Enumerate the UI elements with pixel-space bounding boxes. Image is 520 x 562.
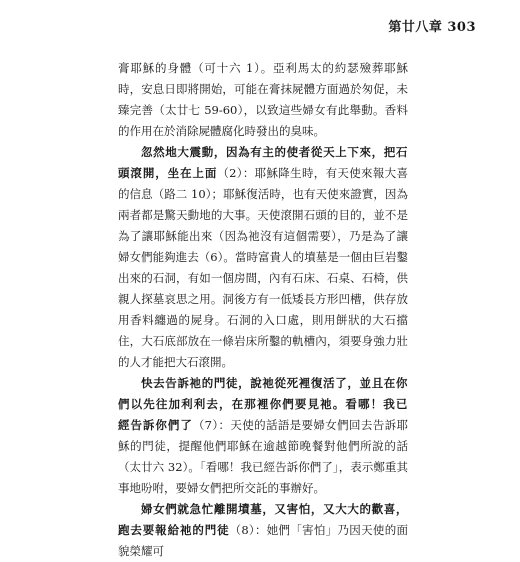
paragraph-3 [118,373,408,499]
paragraph-4 [118,499,408,562]
page-number: 303 [447,20,476,35]
commentary-text: （7）：天使的話語是要婦女們回去告訴耶穌的門徒，提醒他們耶穌在逾越節晚餐對他們所說的話（太廿六 32）。「看哪！我已經告訴你們了」，表示鄭重其事地吩咐，要婦女們把所交託的事辦好。 [118,418,408,495]
commentary-text: （2）：耶穌降生時，有天使來報大喜的信息（路二 10）；耶穌復活時，也有天使來證實，因為兩者都是驚天動地的大事。天使滾開石頭的目的，並不是為了讓耶穌能出來（因為祂沒有這個需要），乃是為了讓婦女們能夠進去（6）。當時富貴人的墳墓是一個由巨岩鑿出來的石洞，有如一個房間，內有石床、石桌、石椅，供親人探墓哀思之用。洞後方有一低矮長方形凹槽，供存放用香料纏過的屍身。石洞的入口處，則用餅狀的大石擋住，大石底部放在一條岩床所鑿的軌槽內，須要身強力壯的人才能把大石滾開。 [118,166,408,369]
body-text [118,58,408,562]
chapter-title: 第廿八章 [388,20,443,35]
scripture-quote: 忽然地大震動，因為有主的使者從天上下來，把石頭滾開，坐在上面 [118,145,408,180]
paragraph-text: 膏耶穌的身體（可十六 1）。亞利馬太的約瑟殮葬耶穌時，安息日即將開始，可能在膏抹屍體方面過於匆促，未臻完善（太廿七 59-60），以致這些婦女有此舉動。香料的作用在於消除屍體腐化時發出的臭味。 [118,61,408,138]
running-header [388,16,476,35]
commentary-text: （8）：她們「害怕」乃因天使的面貌榮耀可 [118,523,408,558]
scripture-quote: 快去告訴祂的門徒，說祂從死裡復活了，並且在你們以先往加利利去，在那裡你們要見祂。看哪！我已經告訴你們了 [118,376,408,432]
paragraph-2 [118,142,408,373]
paragraph-1 [118,58,408,142]
scripture-quote: 婦女們就急忙離開墳墓，又害怕，又大大的歡喜，跑去要報給祂的門徒 [118,502,408,537]
